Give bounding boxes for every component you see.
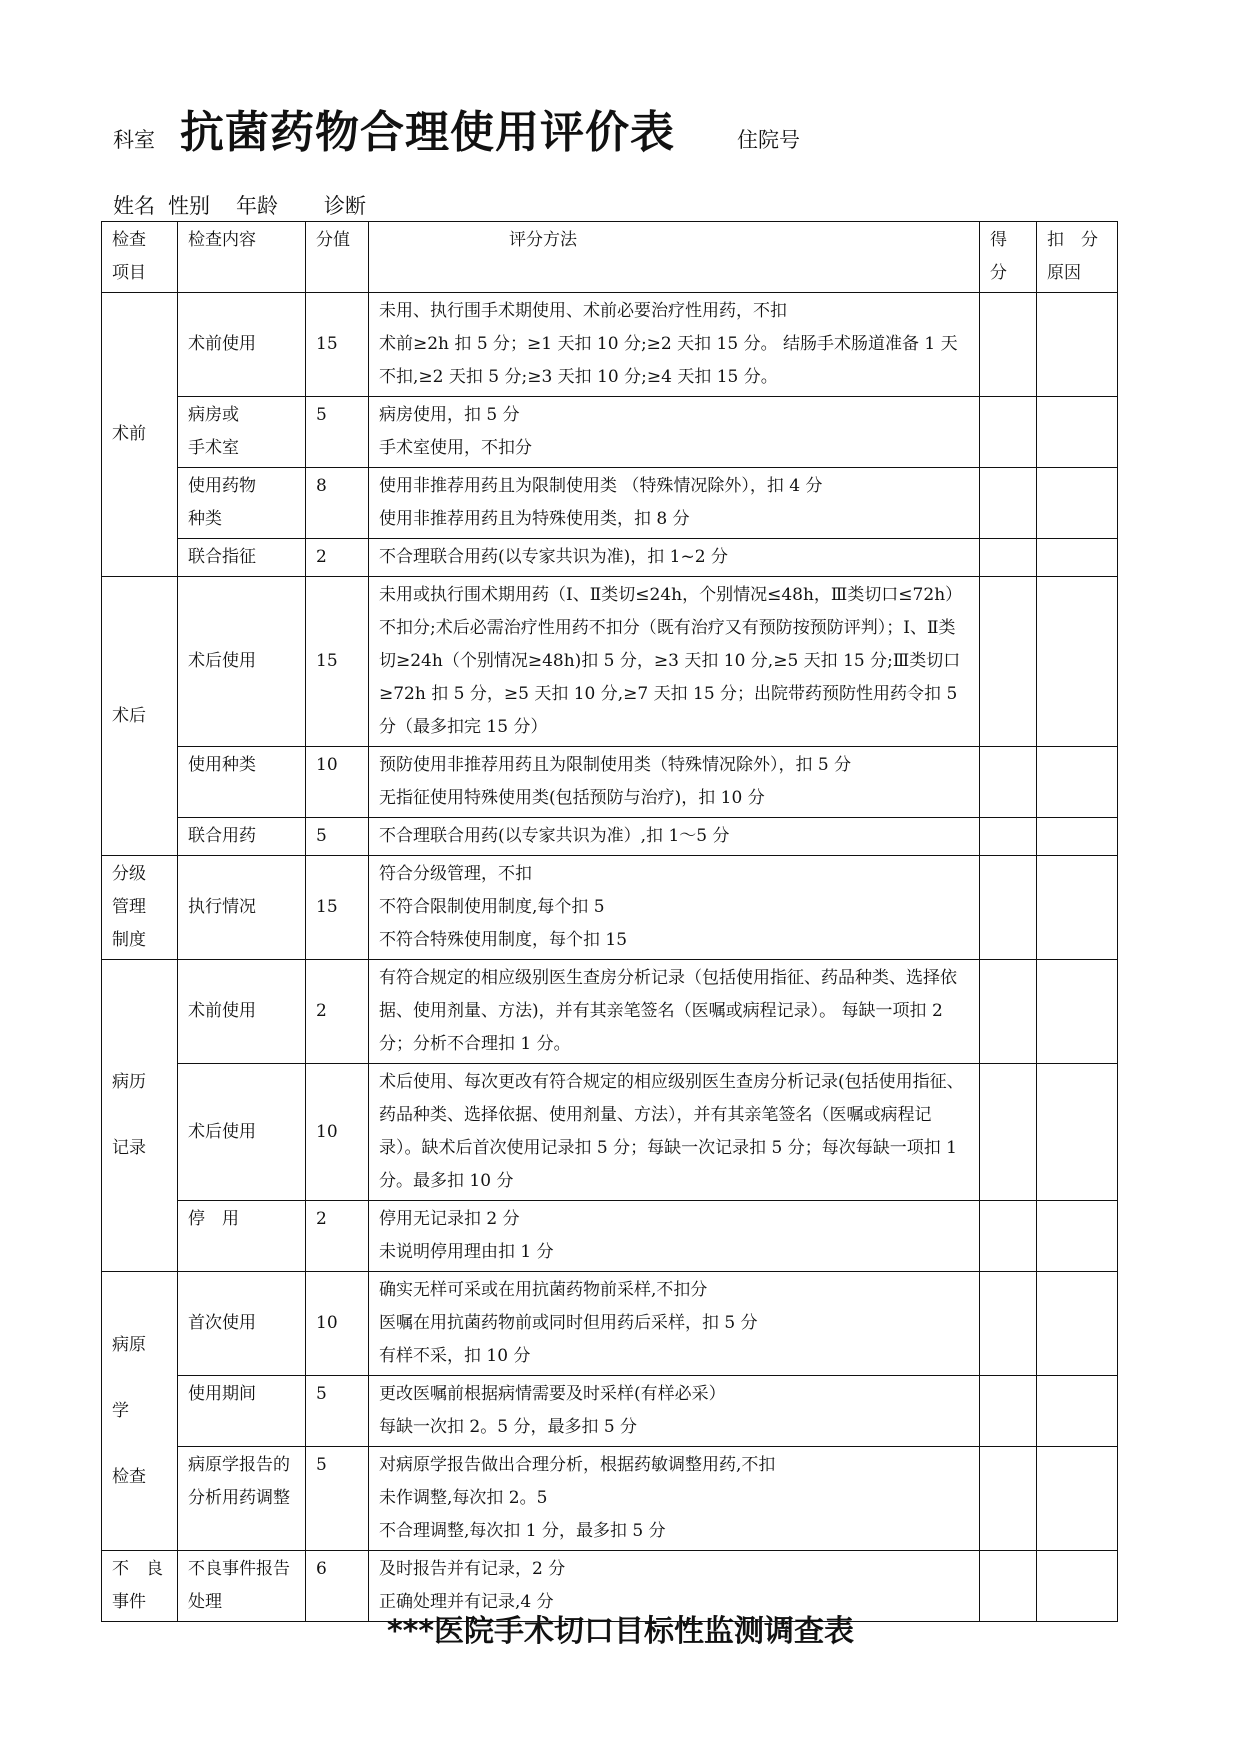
score-cell: 8: [306, 468, 369, 539]
score-cell: 5: [306, 397, 369, 468]
got-score-cell: [980, 1272, 1037, 1376]
deduct-reason-cell: [1037, 1447, 1118, 1551]
method-cell: 符合分级管理，不扣 不符合限制使用制度,每个扣 5 不符合特殊使用制度，每个扣 15: [369, 856, 980, 960]
content-cell: 不良事件报告处理: [178, 1551, 306, 1622]
got-score-cell: [980, 539, 1037, 577]
score-cell: 15: [306, 577, 369, 747]
deduct-reason-cell: [1037, 577, 1118, 747]
content-cell: 病房或 手术室: [178, 397, 306, 468]
table-row: [102, 1064, 1118, 1201]
method-cell: 不合理联合用药(以专家共识为准)，扣 1~2 分: [369, 539, 980, 577]
dept-label: 科室: [113, 128, 155, 152]
deduct-reason-cell: [1037, 856, 1118, 960]
method-cell: 有符合规定的相应级别医生查房分析记录（包括使用指征、药品种类、选择依据、使用剂量、方法)，并有其亲笔签名（医嘱或病程记录）。 每缺一项扣 2 分；分析不合理扣 1 分。: [369, 960, 980, 1064]
header-got-score: 得 分: [980, 222, 1037, 293]
method-cell: 对病原学报告做出合理分析，根据药敏调整用药,不扣 未作调整,每次扣 2。5 不合理调整,每次扣 1 分，最多扣 5 分: [369, 1447, 980, 1551]
got-score-cell: [980, 1064, 1037, 1201]
content-cell: 术后使用: [178, 577, 306, 747]
table-row: [102, 1201, 1118, 1272]
got-score-cell: [980, 468, 1037, 539]
score-cell: 5: [306, 1447, 369, 1551]
table-row: [102, 397, 1118, 468]
score-cell: 15: [306, 856, 369, 960]
score-cell: 5: [306, 1376, 369, 1447]
table-row: [102, 1272, 1118, 1376]
got-score-cell: [980, 818, 1037, 856]
header-deduct-reason: 扣 分 原因: [1037, 222, 1118, 293]
got-score-cell: [980, 1447, 1037, 1551]
deduct-reason-cell: [1037, 468, 1118, 539]
content-cell: 执行情况: [178, 856, 306, 960]
deduct-reason-cell: [1037, 1201, 1118, 1272]
method-cell: 术后使用、每次更改有符合规定的相应级别医生查房分析记录(包括使用指征、药品种类、选择依据、使用剂量、方法），并有其亲笔签名（医嘱或病程记录）。缺术后首次使用记录扣 5 分；每缺一次记录扣 5 分；每次每缺一项扣 1 分。最多扣 10 分: [369, 1064, 980, 1201]
table-row: [102, 577, 1118, 747]
got-score-cell: [980, 293, 1037, 397]
method-cell: 未用、执行围手术期使用、术前必要治疗性用药，不扣 术前≥2h 扣 5 分；≥1 天扣 10 分;≥2 天扣 15 分。 结肠手术肠道准备 1 天不扣,≥2 天扣 5 分;≥3 天扣 10 分;≥4 天扣 15 分。: [369, 293, 980, 397]
table-row: [102, 960, 1118, 1064]
header-content: 检查内容: [178, 222, 306, 293]
content-cell: 停 用: [178, 1201, 306, 1272]
score-cell: 5: [306, 818, 369, 856]
content-cell: 病原学报告的分析用药调整: [178, 1447, 306, 1551]
deduct-reason-cell: [1037, 747, 1118, 818]
method-cell: 使用非推荐用药且为限制使用类 （特殊情况除外），扣 4 分 使用非推荐用药且为特殊使用类，扣 8 分: [369, 468, 980, 539]
table-row: [102, 856, 1118, 960]
deduct-reason-cell: [1037, 818, 1118, 856]
score-cell: 6: [306, 1551, 369, 1622]
gender-label: 性别: [168, 194, 210, 218]
diagnosis-label: 诊断: [324, 194, 366, 218]
category-cell: 病历 记录: [102, 960, 178, 1272]
method-cell: 病房使用，扣 5 分 手术室使用，不扣分: [369, 397, 980, 468]
category-cell: 不 良 事件: [102, 1551, 178, 1622]
deduct-reason-cell: [1037, 397, 1118, 468]
score-cell: 2: [306, 960, 369, 1064]
deduct-reason-cell: [1037, 1064, 1118, 1201]
table-row: [102, 747, 1118, 818]
content-cell: 联合用药: [178, 818, 306, 856]
method-cell: 确实无样可采或在用抗菌药物前采样,不扣分 医嘱在用抗菌药物前或同时但用药后采样，扣 5 分 有样不采，扣 10 分: [369, 1272, 980, 1376]
header-score: 分值: [306, 222, 369, 293]
table-row: [102, 818, 1118, 856]
got-score-cell: [980, 397, 1037, 468]
content-cell: 联合指征: [178, 539, 306, 577]
method-cell: 预防使用非推荐用药且为限制使用类（特殊情况除外），扣 5 分 无指征使用特殊使用类(包括预防与治疗)，扣 10 分: [369, 747, 980, 818]
evaluation-table: [101, 221, 1118, 1622]
content-cell: 术前使用: [178, 960, 306, 1064]
content-cell: 使用期间: [178, 1376, 306, 1447]
content-cell: 术前使用: [178, 293, 306, 397]
content-cell: 首次使用: [178, 1272, 306, 1376]
method-cell: 更改医嘱前根据病情需要及时采样(有样必采） 每缺一次扣 2。5 分，最多扣 5 分: [369, 1376, 980, 1447]
content-cell: 使用种类: [178, 747, 306, 818]
content-cell: 使用药物 种类: [178, 468, 306, 539]
deduct-reason-cell: [1037, 539, 1118, 577]
table-row: [102, 539, 1118, 577]
got-score-cell: [980, 577, 1037, 747]
got-score-cell: [980, 1376, 1037, 1447]
score-cell: 10: [306, 1064, 369, 1201]
age-label: 年龄: [236, 194, 278, 218]
got-score-cell: [980, 1201, 1037, 1272]
category-cell: 病原 学 检查: [102, 1272, 178, 1551]
method-cell: 未用或执行围术期用药（Ⅰ、Ⅱ类切≤24h，个别情况≤48h，Ⅲ类切口≤72h）不扣分;术后必需治疗性用药不扣分（既有治疗又有预防按预防评判）；Ⅰ、Ⅱ类切≥24h（个别情况≥48h)扣 5 分，≥3 天扣 10 分,≥5 天扣 15 分;Ⅲ类切口≥72h 扣 5 分，≥5 天扣 10 分,≥7 天扣 15 分；出院带药预防性用药令扣 5 分（最多扣完 15 分）: [369, 577, 980, 747]
deduct-reason-cell: [1037, 1376, 1118, 1447]
score-cell: 15: [306, 293, 369, 397]
header-method: 评分方法: [369, 222, 980, 293]
table-row: [102, 1447, 1118, 1551]
score-cell: 10: [306, 1272, 369, 1376]
deduct-reason-cell: [1037, 960, 1118, 1064]
content-cell: 术后使用: [178, 1064, 306, 1201]
category-cell: 分级 管理 制度: [102, 856, 178, 960]
table-row: [102, 468, 1118, 539]
name-label: 姓名: [113, 194, 155, 218]
deduct-reason-cell: [1037, 1272, 1118, 1376]
method-cell: 及时报告并有记录，2 分 正确处理并有记录,4 分: [369, 1551, 980, 1622]
page-title: 抗菌药物合理使用评价表: [180, 107, 675, 158]
score-cell: 10: [306, 747, 369, 818]
category-cell: 术后: [102, 577, 178, 856]
category-cell: 术前: [102, 293, 178, 577]
next-form-title: ***医院手术切口目标性监测调查表: [386, 1614, 855, 1649]
got-score-cell: [980, 747, 1037, 818]
table-header-row: [102, 222, 1118, 293]
deduct-reason-cell: [1037, 293, 1118, 397]
header-item: 检查 项目: [102, 222, 178, 293]
method-cell: 停用无记录扣 2 分 未说明停用理由扣 1 分: [369, 1201, 980, 1272]
got-score-cell: [980, 960, 1037, 1064]
table-row: [102, 1376, 1118, 1447]
score-cell: 2: [306, 539, 369, 577]
method-cell: 不合理联合用药(以专家共识为准）,扣 1～5 分: [369, 818, 980, 856]
admission-number-label: 住院号: [737, 128, 800, 152]
table-row: [102, 293, 1118, 397]
score-cell: 2: [306, 1201, 369, 1272]
table-body: [102, 293, 1118, 1622]
got-score-cell: [980, 856, 1037, 960]
